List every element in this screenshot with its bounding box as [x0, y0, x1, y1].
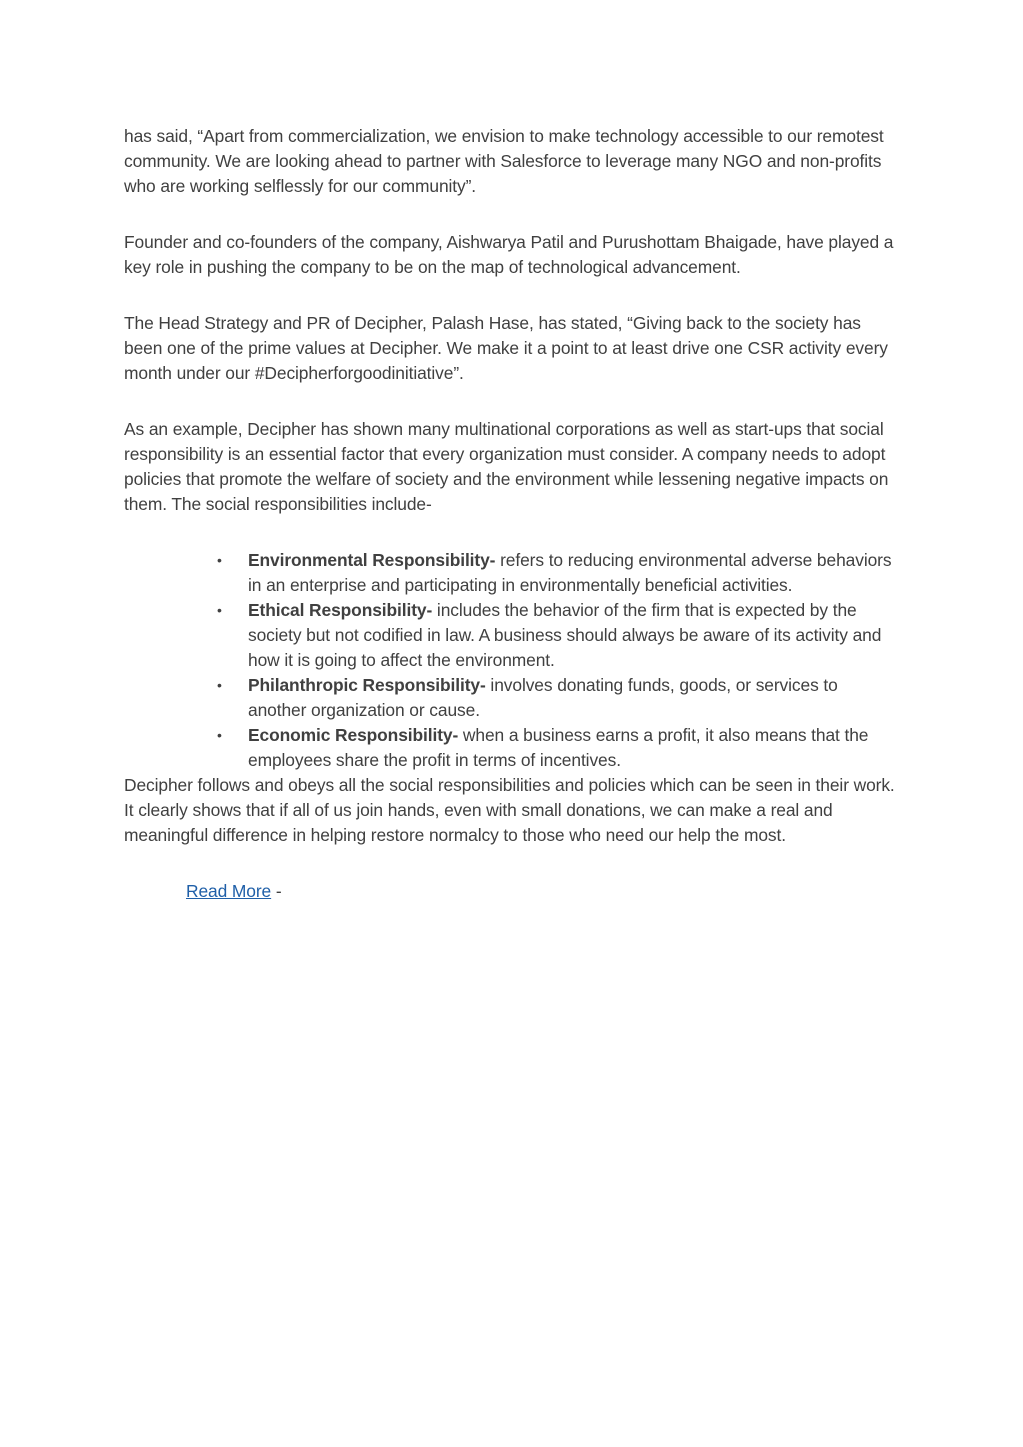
document-page [124, 124, 899, 904]
responsibility-term: Ethical Responsibility- [248, 600, 433, 620]
responsibility-term: Environmental Responsibility- [248, 550, 496, 570]
list-item [217, 598, 899, 673]
bullet-icon: • [217, 727, 222, 743]
paragraph-social-responsibility-intro: As an example, Decipher has shown many multinational corporations as well as start-ups that social responsibility is an essential factor that every organization must consider. A company needs to adopt policies that promote the welfare of society and the environment while lessening negative impacts on them. The social responsibilities include- [124, 419, 889, 514]
responsibility-term: Economic Responsibility- [248, 725, 459, 745]
paragraph-head-strategy: The Head Strategy and PR of Decipher, Palash Hase, has stated, “Giving back to the society has been one of the prime values at Decipher. We make it a point to at least drive one CSR activity every month under our #Decipherforgoodinitiative”. [124, 313, 888, 383]
responsibility-description: involves donating funds, goods, or services to another organization or cause. [248, 675, 838, 720]
read-more-suffix: - [271, 881, 282, 901]
responsibility-description: when a business earns a profit, it also means that the employees share the profit in terms of incentives. [248, 725, 869, 770]
read-more-link[interactable]: Read More [186, 881, 272, 901]
responsibilities-list [124, 548, 899, 773]
list-item [217, 548, 899, 598]
responsibility-description: refers to reducing environmental adverse behaviors in an enterprise and participating in environmentally beneficial activities. [248, 550, 892, 595]
paragraph-quote-commercialization: has said, “Apart from commercialization, we envision to make technology accessible to our remotest community. We are looking ahead to partner with Salesforce to leverage many NGO and non-profits who are working selflessly for our community”. [124, 126, 884, 196]
paragraph-closing: Decipher follows and obeys all the social responsibilities and policies which can be seen in their work. It clearly shows that if all of us join hands, even with small donations, we can make a real and meaningful difference in helping restore normalcy to those who need our help the most. [124, 775, 895, 845]
bullet-icon: • [217, 602, 222, 618]
list-item [217, 673, 899, 723]
list-item [217, 723, 899, 773]
responsibility-description: includes the behavior of the firm that is expected by the society but not codified in law. A business should always be aware of its activity and how it is going to affect the environment. [248, 600, 882, 670]
read-more-line [124, 879, 899, 904]
bullet-icon: • [217, 677, 222, 693]
bullet-icon: • [217, 552, 222, 568]
responsibility-term: Philanthropic Responsibility- [248, 675, 486, 695]
paragraph-founders: Founder and co-founders of the company, Aishwarya Patil and Purushottam Bhaigade, have played a key role in pushing the company to be on the map of technological advancement. [124, 232, 894, 277]
